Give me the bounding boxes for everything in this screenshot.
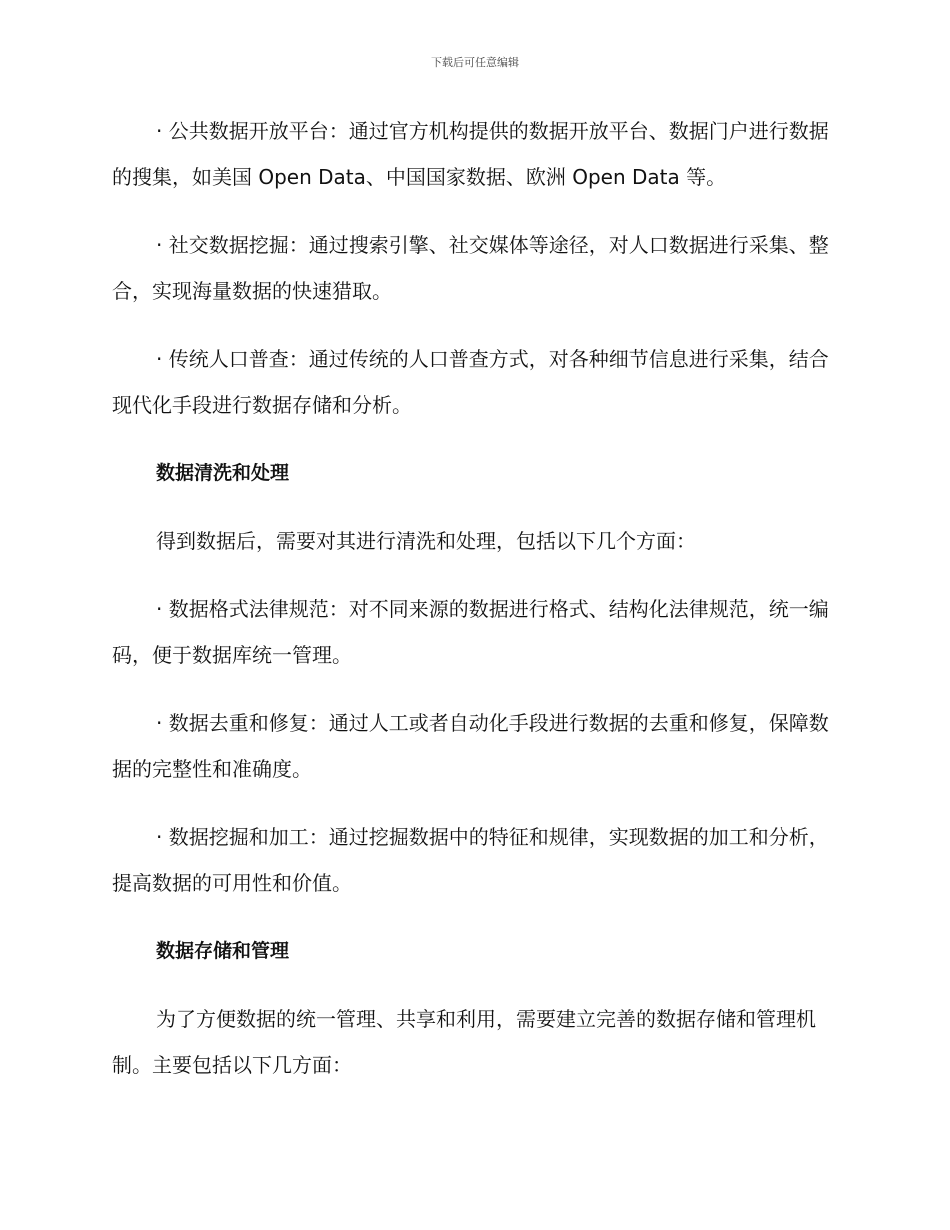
bullet-dedup-repair: · 数据去重和修复：通过人工或者自动化手段进行数据的去重和修复，保障数据的完整性和准确度。 <box>112 711 829 781</box>
bullet-social-data-mining: · 社交数据挖掘：通过搜索引擎、社交媒体等途径，对人口数据进行采集、整合，实现海量数据的快速猎取。 <box>112 233 829 303</box>
section-heading-data-cleaning: 数据清洗和处理 <box>156 462 290 484</box>
section-heading-data-storage: 数据存储和管理 <box>156 940 290 962</box>
paragraph-storage-intro: 为了方便数据的统一管理、共享和利用，需要建立完善的数据存储和管理机制。主要包括以下几方面： <box>112 1007 816 1077</box>
bullet-format-standardization: · 数据格式法律规范：对不同来源的数据进行格式、结构化法律规范，统一编码，便于数据库统一管理。 <box>112 597 829 667</box>
bullet-traditional-census: · 传统人口普查：通过传统的人口普查方式，对各种细节信息进行采集，结合现代化手段进行数据存储和分析。 <box>112 347 829 417</box>
bullet-public-data-platform: · 公共数据开放平台：通过官方机构提供的数据开放平台、数据门户进行数据的搜集，如美国 Open Data、中国国家数据、欧洲 Open Data 等。 <box>112 119 829 189</box>
document-body <box>112 108 838 1110</box>
bullet-mining-processing: · 数据挖掘和加工：通过挖掘数据中的特征和规律，实现数据的加工和分析，提高数据的可用性和价值。 <box>112 825 829 895</box>
page-header: 下载后可任意编辑 <box>431 56 519 69</box>
paragraph-cleaning-intro: 得到数据后，需要对其进行清洗和处理，包括以下几个方面： <box>156 529 696 553</box>
